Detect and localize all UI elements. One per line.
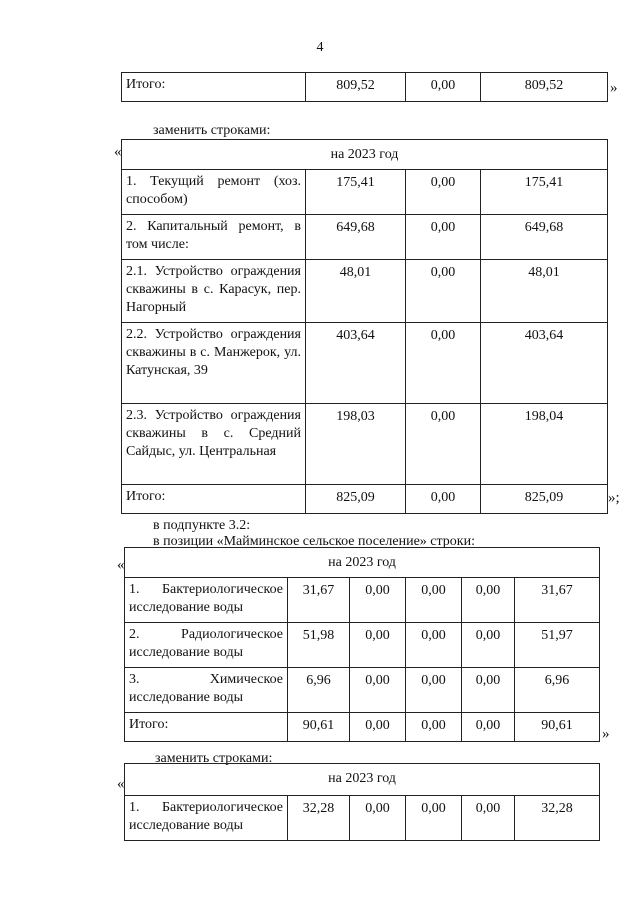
row-value: 0,00: [462, 668, 515, 713]
total-value: 809,52: [306, 73, 406, 102]
table-row: [125, 796, 600, 841]
row-value: 825,09: [481, 485, 608, 514]
row-value: 0,00: [406, 668, 462, 713]
table-2-replacement: [121, 139, 608, 514]
row-value: 6,96: [288, 668, 350, 713]
row-label: 1. Бактериологическое исследование воды: [125, 578, 288, 623]
row-value: 0,00: [406, 170, 481, 215]
opening-quote: «: [117, 557, 125, 573]
row-value: 6,96: [515, 668, 600, 713]
row-value: 0,00: [350, 578, 406, 623]
row-value: 825,09: [306, 485, 406, 514]
row-value: 31,67: [288, 578, 350, 623]
row-label: 2.2. Устройство ограждения скважины в с. Манжерок, ул. Катунская, 39: [122, 323, 306, 404]
row-label: 2.1. Устройство ограждения скважины в с. Карасук, пер. Нагорный: [122, 260, 306, 323]
row-value: 48,01: [481, 260, 608, 323]
row-value: 51,97: [515, 623, 600, 668]
table-row: [125, 578, 600, 623]
row-value: 0,00: [350, 796, 406, 841]
row-value: 0,00: [462, 623, 515, 668]
row-value: 48,01: [306, 260, 406, 323]
table-row: [125, 668, 600, 713]
row-value: 0,00: [462, 796, 515, 841]
table-row: [125, 623, 600, 668]
row-value: 0,00: [406, 260, 481, 323]
instruction-subpoint: в подпункте 3.2:: [153, 518, 251, 533]
opening-quote: «: [114, 144, 122, 160]
row-label: 2.3. Устройство ограждения скважины в с. Средний Сайдыс, ул. Центральная: [122, 404, 306, 485]
instruction-replace: заменить строками:: [155, 751, 273, 766]
row-value: 0,00: [350, 623, 406, 668]
table-header-row: [125, 548, 600, 578]
row-value: 175,41: [306, 170, 406, 215]
row-value: 403,64: [306, 323, 406, 404]
row-label: Итого:: [122, 485, 306, 514]
table-row: [122, 215, 608, 260]
row-value: 198,03: [306, 404, 406, 485]
instruction-replace: заменить строками:: [153, 123, 271, 138]
total-label: Итого:: [122, 73, 306, 102]
page-number: 4: [316, 40, 324, 55]
row-value: 0,00: [406, 323, 481, 404]
row-value: 649,68: [306, 215, 406, 260]
row-label: 1. Бактериологическое исследование воды: [125, 796, 288, 841]
total-value: 0,00: [406, 73, 481, 102]
table-4-replacement: [124, 763, 600, 841]
row-value: 90,61: [288, 713, 350, 742]
row-value: 0,00: [406, 623, 462, 668]
closing-quote: »;: [608, 490, 620, 506]
row-value: 175,41: [481, 170, 608, 215]
table-header: на 2023 год: [125, 764, 600, 796]
row-value: 32,28: [288, 796, 350, 841]
row-value: 0,00: [350, 713, 406, 742]
row-value: 51,98: [288, 623, 350, 668]
row-value: 0,00: [406, 404, 481, 485]
row-value: 31,67: [515, 578, 600, 623]
row-label: Итого:: [125, 713, 288, 742]
row-value: 0,00: [406, 713, 462, 742]
row-value: 0,00: [462, 578, 515, 623]
row-value: 0,00: [406, 215, 481, 260]
closing-quote: »: [602, 726, 610, 742]
row-value: 90,61: [515, 713, 600, 742]
table-row: [122, 73, 608, 102]
row-label: 2. Капитальный ремонт, в том числе:: [122, 215, 306, 260]
table-header: на 2023 год: [125, 548, 600, 578]
row-label: 1. Текущий ремонт (хоз. способом): [122, 170, 306, 215]
row-label: 3. Химическое исследование воды: [125, 668, 288, 713]
row-value: 0,00: [406, 485, 481, 514]
table-header-row: [125, 764, 600, 796]
table-3-original: [124, 547, 600, 742]
row-value: 198,04: [481, 404, 608, 485]
total-value: 809,52: [481, 73, 608, 102]
row-value: 0,00: [350, 668, 406, 713]
table-row: [122, 404, 608, 485]
table-row: [122, 260, 608, 323]
row-label: 2. Радиологическое исследование воды: [125, 623, 288, 668]
table-header-row: [122, 140, 608, 170]
instruction-position: в позиции «Майминское сельское поселение» строки:: [153, 534, 475, 549]
table-header: на 2023 год: [122, 140, 608, 170]
closing-quote: »: [610, 80, 618, 96]
row-value: 649,68: [481, 215, 608, 260]
table-row: [122, 323, 608, 404]
row-value: 403,64: [481, 323, 608, 404]
row-value: 32,28: [515, 796, 600, 841]
table-row: [122, 485, 608, 514]
row-value: 0,00: [406, 796, 462, 841]
table-1-total: [121, 72, 608, 102]
row-value: 0,00: [406, 578, 462, 623]
row-value: 0,00: [462, 713, 515, 742]
opening-quote: «: [117, 776, 125, 792]
table-row: [122, 170, 608, 215]
table-row: [125, 713, 600, 742]
